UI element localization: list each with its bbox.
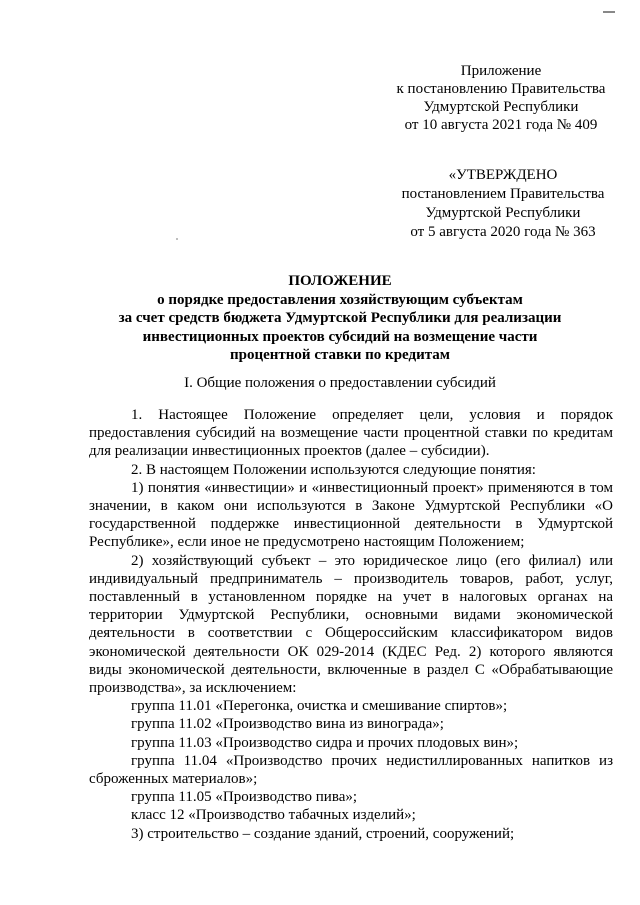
approval-line-2: постановлением Правительства — [401, 186, 605, 202]
appendix-line-3: Удмуртской Республики — [423, 99, 579, 115]
para-3-line-3: государственной поддержке инвестиционной деятельности в Удмуртской — [89, 516, 613, 533]
document-body — [89, 406, 613, 843]
title-line-5: процентной ставки по кредитам — [229, 347, 450, 363]
document-title — [90, 272, 590, 365]
exclusion-group-11-01: группа 11.01 «Перегонка, очистка и смешивание спиртов»; — [131, 698, 508, 715]
exclusion-group-11-04-line-1: группа 11.04 «Производство прочих недистиллированных напитков из — [131, 752, 613, 769]
para-4-line-3: поставленный в установленном порядке на учет в налоговых органах на — [89, 589, 613, 606]
appendix-line-2: к постановлению Правительства — [396, 81, 606, 97]
exclusion-group-11-04-line-2: сброженных материалов»; — [89, 771, 258, 788]
appendix-block — [390, 62, 612, 134]
para-5-line-1: 3) строительство – создание зданий, строений, сооружений; — [131, 825, 515, 842]
approval-block — [392, 166, 614, 242]
title-line-3: за счет средств бюджета Удмуртской Республики для реализации — [118, 310, 562, 326]
title-line-2: о порядке предоставления хозяйствующим субъектам — [157, 291, 523, 308]
para-4-line-4: территории Удмуртской Республики, основными видами экономической — [89, 607, 613, 624]
para-4-line-7: виды экономической деятельности, включенные в раздел С «Обрабатывающие — [89, 661, 613, 678]
scan-edge-mark — [600, 0, 640, 2]
para-3-line-1: 1) понятия «инвестиции» и «инвестиционный проект» применяются в том — [131, 479, 613, 496]
para-1-line-2: предоставления субсидий на возмещение части процентной ставки по кредитам — [89, 425, 613, 442]
appendix-line-1: Приложение — [460, 63, 542, 79]
approval-line-1: «УТВЕРЖДЕНО — [448, 167, 558, 183]
exclusion-group-11-03: группа 11.03 «Производство сидра и прочих плодовых вин»; — [131, 734, 519, 751]
scan-speck — [176, 238, 178, 240]
appendix-line-4: от 10 августа 2021 года № 409 — [404, 117, 598, 133]
approval-line-3: Удмуртской Республики — [425, 205, 581, 221]
para-4-line-5: деятельности в соответствии с Общероссийским классификатором видов — [89, 625, 613, 642]
para-3-line-4: Республике», если иное не предусмотрено настоящим Положением; — [89, 534, 525, 551]
approval-line-4: от 5 августа 2020 года № 363 — [410, 224, 596, 240]
para-1-line-3: для реализации инвестиционных проектов (далее – субсидии). — [89, 443, 490, 460]
title-line-4: инвестиционных проектов субсидий на возмещение части — [142, 328, 538, 345]
para-4-line-6: экономической деятельности ОК 029-2014 (КДЕС Ред. 2) которого являются — [89, 643, 613, 660]
exclusion-group-11-05: группа 11.05 «Производство пива»; — [131, 789, 358, 806]
para-4-line-1: 2) хозяйствующий субъект – это юридическое лицо (его филиал) или — [131, 552, 613, 569]
para-4-line-2: индивидуальный предприниматель – производитель товаров, работ, услуг, — [89, 570, 613, 587]
para-2-line-1: 2. В настоящем Положении используются следующие понятия: — [131, 461, 536, 478]
section-heading: I. Общие положения о предоставлении субсидий — [184, 375, 496, 391]
para-4-line-8: производства», за исключением: — [89, 680, 297, 697]
exclusion-group-11-02: группа 11.02 «Производство вина из винограда»; — [131, 716, 444, 733]
para-1-line-1: 1. Настоящее Положение определяет цели, условия и порядок — [131, 407, 613, 423]
exclusion-class-12: класс 12 «Производство табачных изделий»; — [131, 807, 416, 824]
title-line-1: ПОЛОЖЕНИЕ — [288, 273, 392, 289]
para-3-line-2: значении, в каком они используются в Законе Удмуртской Республики «О — [89, 498, 613, 515]
